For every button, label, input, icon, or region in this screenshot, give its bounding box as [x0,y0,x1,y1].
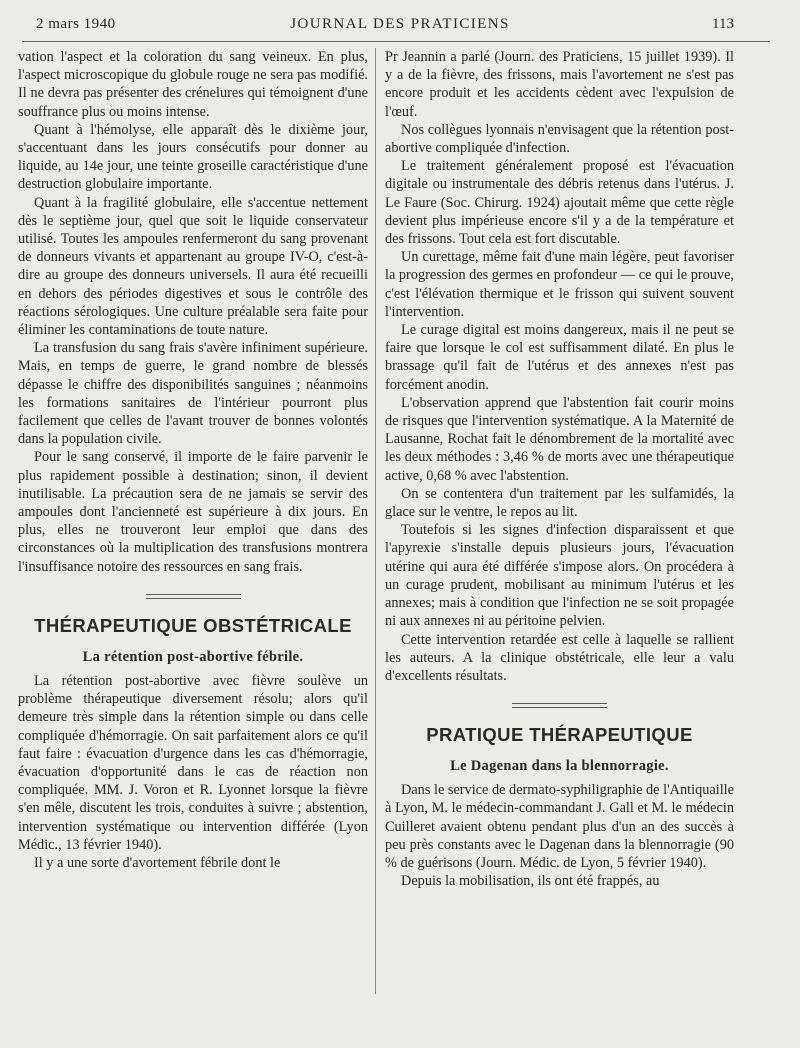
left-column [18,48,368,872]
paragraph: Le curage digital est moins dangereux, mais il ne peut se faire que lorsque le col est suffisamment dilaté. En plus le brassage qu'il fait de l'utérus et des annexes n'est pas forcément anodin. [385,322,734,393]
paragraph: On se contentera d'un traitement par les sulfamidés, la glace sur le ventre, le repos au lit. [385,485,734,521]
paragraph: Il y a une sorte d'avortement fébrile dont le [34,854,281,871]
section-heading: THÉRAPEUTIQUE OBSTÉTRICALE [34,614,352,636]
section-heading: PRATIQUE THÉRAPEUTIQUE [426,724,693,746]
paragraph: Nos collègues lyonnais n'envisagent que la rétention post-abortive compliquée d'infection. [385,121,734,157]
paragraph: Cette intervention retardée est celle à laquelle se rallient les auteurs. A la clinique obstétricale, elle leur a valu d'excellents résultats. [385,631,734,684]
paragraph: Quant à la fragilité globulaire, elle s'accentue nettement dès le septième jour, quel que soit le liquide conservateur utilisé. Toutes les ampoules renfermeront du sang provenant de donneurs vivants et appartenant au groupe IV-O, c'est-à-dire au groupe des donneurs universels. Il aura été recueilli en dehors des périodes digestives et sous le contrôle des réactions sérologiques. Une culture préalable sera faite pour éliminer les contaminations de toute nature. [18,194,368,339]
paragraph: La transfusion du sang frais s'avère infiniment supérieure. Mais, en temps de guerre, le grand nombre de blessés dépasse le chiffre des disponibilités sanguines ; néanmoins les formations sanitaires de l'intérieur pourront plus facilement que celles de l'avant trouver de bonnes volontés dans la population civile. [18,340,368,448]
paragraph: Pr Jeannin a parlé (Journ. des Praticiens, 15 juillet 1939). Il y a de la fièvre, des frissons, mais l'avortement ne s'est pas encore produit et les accidents cèdent avec l'expulsion de l'œuf. [385,49,734,120]
running-head [0,0,800,44]
page-number: 113 [712,16,734,32]
article-title: Le Dagenan dans la blennorragie. [450,758,669,775]
issue-date: 2 mars 1940 [36,16,116,32]
journal-title: JOURNAL DES PRATICIENS [290,16,510,32]
paragraph: Le traitement généralement proposé est l'évacuation digitale ou instrumentale des débris retenus dans l'utérus. J. Le Faure (Soc. Chirurg. 1924) ajoutait même que cette règle devient plus impérieuse encore s'il y a de la température et des frissons. Tout cela est fort discutable. [385,158,734,248]
paragraph: Dans le service de dermato-syphiligraphie de l'Antiquaille à Lyon, M. le médecin-commandant J. Gall et M. le médecin Cuilleret avaient obtenu pendant plus d'un an des succès à peu près constants avec le Dagenan dans la blennorragie (90 % de guérisons (Journ. Médic. de Lyon, 5 février 1940). [385,782,734,871]
paragraph: Depuis la mobilisation, ils ont été frappés, au [401,873,660,890]
paragraph: La rétention post-abortive avec fièvre soulève un problème thérapeutique diversement résolu; alors qu'il demeure très simple dans la rétention simple ou dans celle compliquée d'hémorragie. On sait parfaitement alors ce qu'il faut faire : évacuation d'urgence dans les cas d'hémorragie, évacuation d'opportunité dans le cas de réaction non compliquée. MM. J. Voron et R. Lyonnet lorsque la fièvre s'en mêle, discutent les trois, conduites à suivre ; abstention, intervention systématique ou intervention différée (Lyon Médic., 13 février 1940). [18,672,368,853]
header-rule [22,41,770,42]
paragraph: L'observation apprend que l'abstention fait courir moins de risques que l'intervention systématique. A la Maternité de Lausanne, Rochat fait le dénombrement de la mortalité avec les deux méthodes : 3,46 % de morts avec une thérapeutique active, 0,68 % avec l'abstention. [385,394,734,484]
article-title: La rétention post-abortive fébrile. [82,648,304,665]
section-separator [512,703,607,708]
paragraph: Un curettage, même fait d'une main légère, peut favoriser la progression des germes en profondeur — ce qui le prouve, c'est l'élévation thermique et le frisson qui suivent souvent l'intervention. [385,249,734,320]
paragraph: Quant à l'hémolyse, elle apparaît dès le dixième jour, s'accentuant dans les jours consécutifs pour donner au liquide, au 14e jour, une teinte groseille caractéristique d'une destruction globulaire importante. [18,121,368,193]
paragraph: Toutefois si les signes d'infection disparaissent et que l'apyrexie s'installe depuis plusieurs jours, l'évacuation utérine qui aura été différée s'impose alors. On procédera à un curage prudent, mobilisant au minimum l'utérus et les annexes; mais à condition que l'infection ne se soit propagée ni aux annexes ni au péritoine pelvien. [385,522,734,630]
paragraph: vation l'aspect et la coloration du sang veineux. En plus, l'aspect microscopique du globule rouge ne sera pas modifié. Il ne devra pas présenter des crénelures qui témoignent d'une souffrance plus ou moins intense. [18,49,368,120]
column-divider [375,48,376,994]
paragraph: Pour le sang conservé, il importe de le faire parvenir le plus rapidement possible à destination; sinon, il devient inutilisable. La précaution sera de ne jamais se servir des ampoules dont l'ancienneté est supérieure à dix jours. En plus, elles ne trouveront leur emploi que dans des circonstances où la multiplication des transfusions montrera l'insuffisance notoire des ressources en sang frais. [18,449,368,575]
right-column [385,48,734,890]
section-separator [146,594,241,599]
